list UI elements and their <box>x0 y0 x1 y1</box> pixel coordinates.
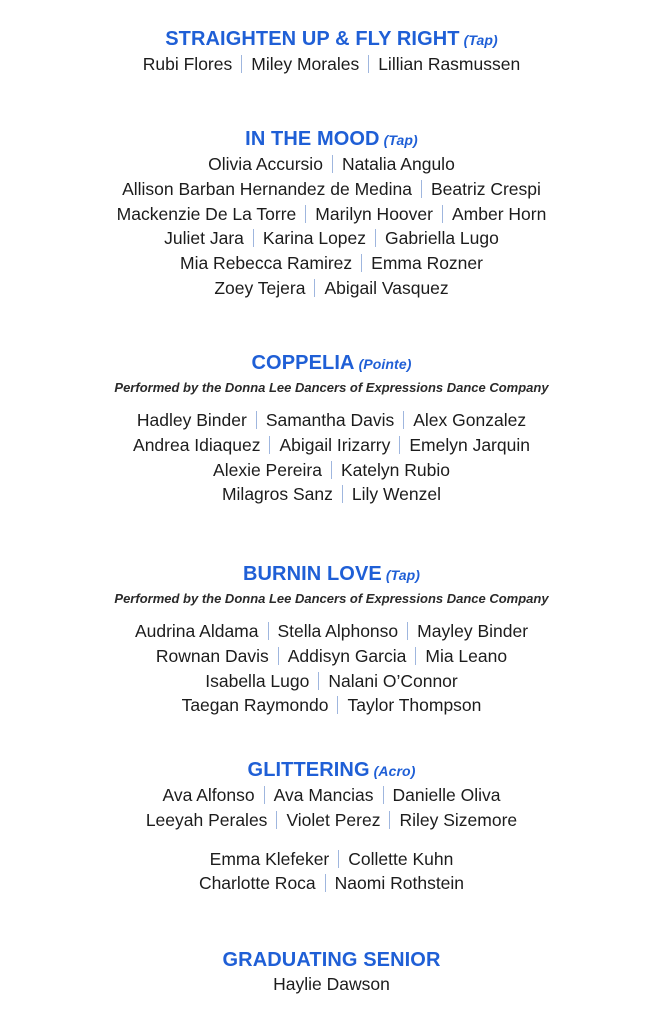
dancer-name: Audrina Aldama <box>134 621 259 641</box>
performer-credit: Performed by the Donna Lee Dancers of Expressions Dance Company <box>114 380 549 395</box>
performer-credit: Performed by the Donna Lee Dancers of Expressions Dance Company <box>114 591 549 606</box>
dancer-name: Allison Barban Hernandez de Medina <box>122 178 412 199</box>
dancer-list <box>0 972 663 997</box>
dancer-name: Addisyn Garcia <box>287 645 407 666</box>
title-text: STRAIGHTEN UP & FLY RIGHT <box>165 28 460 50</box>
dancer-name: Leeyah Perales <box>145 809 268 830</box>
dancer-name: Emma Rozner <box>371 253 483 274</box>
section-title <box>0 351 663 376</box>
dancer-name: Milagros Sanz <box>221 484 333 505</box>
section-title <box>0 127 663 152</box>
name-line <box>0 847 663 872</box>
dancer-list <box>0 408 663 507</box>
dancer-name: Emma Klefeker <box>209 848 330 869</box>
name-separator <box>268 622 269 640</box>
dancer-name: Violet Perez <box>286 809 381 830</box>
dancer-name: Rubi Flores <box>142 54 233 74</box>
dance-style: (Acro) <box>373 763 416 779</box>
dancer-name: Naomi Rothstein <box>334 873 465 894</box>
dancer-name: Isabella Lugo <box>205 670 310 691</box>
dancer-name: Natalia Angulo <box>341 154 455 174</box>
name-separator <box>442 205 443 223</box>
title-text: GLITTERING <box>247 759 370 781</box>
dancer-name: Danielle Oliva <box>392 785 501 805</box>
name-line <box>0 226 663 251</box>
name-separator <box>269 436 270 454</box>
dancer-name: Amber Horn <box>451 203 547 224</box>
name-separator <box>318 672 319 690</box>
dance-style: (Tap) <box>463 32 498 48</box>
name-line <box>0 408 663 433</box>
section-glittering <box>0 758 663 896</box>
name-line <box>0 871 663 896</box>
name-line <box>0 202 663 227</box>
name-line <box>0 644 663 669</box>
name-line <box>0 693 663 718</box>
name-line <box>0 251 663 276</box>
dancer-list <box>0 52 663 77</box>
dancer-name: Ava Alfonso <box>162 785 255 805</box>
dancer-name: Lily Wenzel <box>351 484 442 505</box>
dancer-name: Katelyn Rubio <box>340 459 450 480</box>
dancer-name: Charlotte Roca <box>198 873 316 894</box>
dancer-name: Lillian Rasmussen <box>378 54 521 74</box>
dance-style: (Pointe) <box>358 356 412 372</box>
name-line <box>0 52 663 77</box>
section-burnin-love <box>0 562 663 718</box>
name-separator <box>375 229 376 247</box>
name-line <box>0 972 663 997</box>
name-line <box>0 482 663 507</box>
name-separator <box>342 485 343 503</box>
dancer-name: Karina Lopez <box>262 228 367 249</box>
name-separator <box>361 254 362 272</box>
title-text: GRADUATING SENIOR <box>222 949 441 971</box>
dancer-list <box>0 619 663 718</box>
dancer-name: Mackenzie De La Torre <box>116 203 297 224</box>
dancer-name: Abigail Irizarry <box>279 434 391 455</box>
section-title <box>0 948 663 972</box>
dance-style: (Tap) <box>385 567 421 583</box>
dancer-name: Gabriella Lugo <box>385 228 499 249</box>
name-separator <box>241 55 242 73</box>
dancer-list <box>0 152 663 301</box>
section-coppelia <box>0 351 663 507</box>
dancer-list <box>0 783 663 833</box>
name-line <box>0 669 663 694</box>
name-separator <box>278 647 279 665</box>
dancer-name: Riley Sizemore <box>399 809 518 830</box>
name-separator <box>415 647 416 665</box>
name-separator <box>403 411 404 429</box>
dancer-name: Miley Morales <box>251 54 360 74</box>
dancer-name: Zoey Tejera <box>214 277 306 298</box>
title-text: BURNIN LOVE <box>242 563 382 585</box>
dancer-name: Haylie Dawson <box>273 974 390 994</box>
name-separator <box>253 229 254 247</box>
name-line <box>0 619 663 644</box>
name-line <box>0 152 663 177</box>
name-separator <box>314 279 315 297</box>
section-straighten-up <box>0 27 663 77</box>
section-title <box>0 562 663 587</box>
dancer-name: Collette Kuhn <box>348 848 454 869</box>
title-text: IN THE MOOD <box>245 128 380 150</box>
name-line <box>0 433 663 458</box>
section-in-the-mood <box>0 127 663 301</box>
name-separator <box>399 436 400 454</box>
name-separator <box>368 55 369 73</box>
name-line <box>0 177 663 202</box>
dancer-name: Emelyn Jarquin <box>409 434 530 455</box>
dancer-name: Rownan Davis <box>155 645 269 666</box>
dancer-name: Olivia Accursio <box>208 154 323 174</box>
dancer-name: Taegan Raymondo <box>181 695 329 716</box>
name-separator <box>407 622 408 640</box>
name-separator <box>337 696 338 714</box>
dancer-name: Samantha Davis <box>265 410 395 430</box>
dancer-name: Nalani O’Connor <box>328 670 458 691</box>
name-separator <box>331 461 332 479</box>
dancer-name: Beatriz Crespi <box>431 178 541 199</box>
name-separator <box>338 850 339 868</box>
name-separator <box>264 786 265 804</box>
dancer-name: Mayley Binder <box>417 621 529 641</box>
name-separator <box>383 786 384 804</box>
name-separator <box>389 811 390 829</box>
dancer-name: Marilyn Hoover <box>315 203 433 224</box>
name-separator <box>256 411 257 429</box>
title-text: COPPELIA <box>251 352 355 374</box>
dancer-name: Mia Leano <box>425 645 508 666</box>
dancer-name: Abigail Vasquez <box>324 277 449 298</box>
dancer-name: Andrea Idiaquez <box>133 434 261 455</box>
name-separator <box>276 811 277 829</box>
dancer-name: Hadley Binder <box>136 410 247 430</box>
section-graduating-senior <box>0 948 663 997</box>
name-separator <box>325 874 326 892</box>
dancer-name: Juliet Jara <box>164 228 244 249</box>
name-separator <box>421 180 422 198</box>
dancer-name: Taylor Thompson <box>347 695 482 716</box>
name-separator <box>332 155 333 173</box>
dancer-name: Alexie Pereira <box>213 459 322 480</box>
dancer-name: Alex Gonzalez <box>413 410 527 430</box>
dancer-name: Ava Mancias <box>273 785 374 805</box>
name-line <box>0 783 663 808</box>
dance-style: (Tap) <box>383 132 418 148</box>
name-line <box>0 276 663 301</box>
section-title <box>0 27 663 52</box>
name-separator <box>305 205 306 223</box>
dancer-list-group-2 <box>0 847 663 897</box>
section-title <box>0 758 663 783</box>
dancer-name: Stella Alphonso <box>277 621 399 641</box>
name-line <box>0 808 663 833</box>
dancer-name: Mia Rebecca Ramirez <box>180 253 353 274</box>
name-line <box>0 458 663 483</box>
